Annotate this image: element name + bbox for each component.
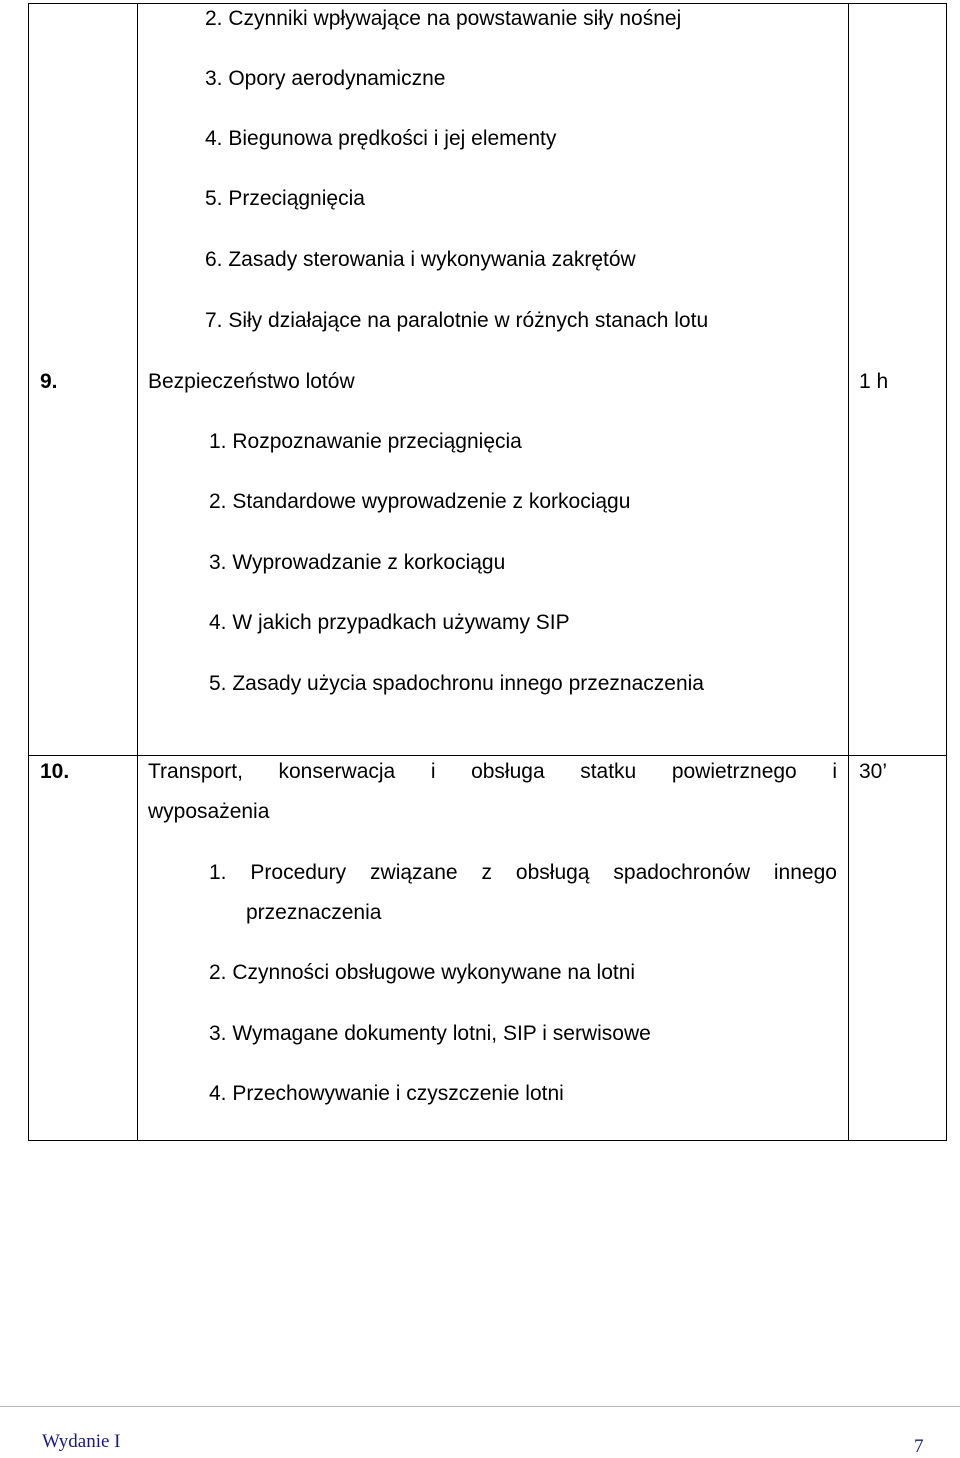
item-word: innego [773, 861, 837, 884]
list-item: 4. W jakich przypadkach używamy SIP [209, 611, 570, 634]
list-item-continuation: przeznaczenia [246, 901, 382, 924]
list-item: 5. Przeciągnięcia [205, 187, 365, 210]
list-item: 2. Czynniki wpływające na powstawanie siły nośnej [205, 7, 682, 30]
list-item: 6. Zasady sterowania i wykonywania zakrętów [205, 248, 636, 271]
title-word: powietrznego [671, 760, 797, 783]
footer-divider [0, 1406, 960, 1407]
section-title-continuation: wyposażenia [148, 800, 270, 823]
title-word: obsługa [471, 760, 545, 783]
footer-edition: Wydanie I [42, 1431, 121, 1452]
item-word: 1. [209, 861, 227, 884]
list-item: 3. Wyprowadzanie z korkociągu [209, 551, 506, 574]
list-item: 1. Rozpoznawanie przeciągnięcia [209, 430, 522, 453]
title-word: statku [580, 760, 637, 783]
item-word: spadochronów [613, 861, 750, 884]
page-number: 7 [914, 1436, 924, 1457]
section-number: 10. [40, 760, 70, 783]
section-title-line [148, 760, 837, 784]
item-word: związane [370, 861, 458, 884]
title-word: i [430, 760, 436, 783]
list-item: 2. Czynności obsługowe wykonywane na lotni [209, 961, 636, 984]
section-number: 9. [40, 370, 58, 393]
item-word: obsługą [515, 861, 590, 884]
list-item: 4. Biegunowa prędkości i jej elementy [205, 127, 557, 150]
list-item: 2. Standardowe wyprowadzenie z korkociągu [209, 490, 631, 513]
item-word: Procedury [250, 861, 347, 884]
title-word: Transport, [148, 760, 243, 783]
list-item: 3. Wymagane dokumenty lotni, SIP i serwisowe [209, 1022, 651, 1045]
list-item: 5. Zasady użycia spadochronu innego przeznaczenia [209, 672, 704, 695]
section-hours: 30’ [859, 760, 888, 783]
title-word: konserwacja [278, 760, 396, 783]
section-hours: 1 h [859, 370, 889, 393]
section-title: Bezpieczeństwo lotów [148, 370, 355, 393]
item-word: z [481, 861, 493, 884]
list-item: 3. Opory aerodynamiczne [205, 67, 446, 90]
title-word: i [832, 760, 837, 783]
list-item: 7. Siły działające na paralotnie w różnych stanach lotu [205, 309, 709, 332]
list-item: 4. Przechowywanie i czyszczenie lotni [209, 1082, 564, 1105]
list-item-line [209, 861, 837, 885]
